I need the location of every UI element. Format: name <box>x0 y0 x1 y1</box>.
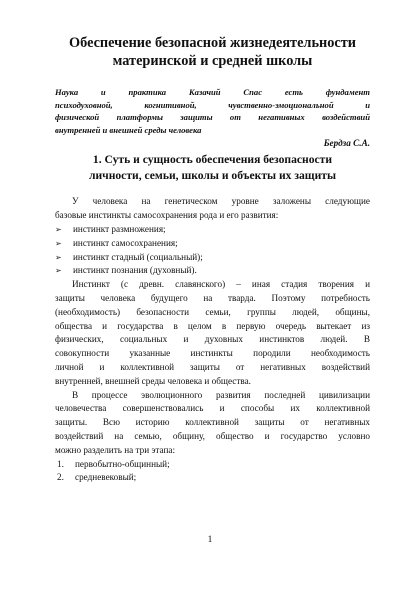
list-item <box>55 237 370 251</box>
instinct-paragraph <box>55 278 370 388</box>
list-item <box>55 264 370 278</box>
arrowhead-bullet-icon: ➢ <box>55 252 62 262</box>
arrowhead-bullet-icon: ➢ <box>55 224 62 234</box>
list-item-number: 2. <box>57 472 64 483</box>
list-item-number: 1. <box>57 458 64 469</box>
instinct-list <box>55 223 370 278</box>
list-item-text: инстинкт самосохранения; <box>73 237 178 248</box>
epigraph-line: Наука и практика Казачий Спас есть фундамент <box>55 87 370 97</box>
list-item-text: инстинкт стадный (социальный); <box>73 251 203 262</box>
arrowhead-bullet-icon: ➢ <box>55 266 62 276</box>
evolution-paragraph <box>55 389 370 458</box>
epigraph-line: психодуховной, когнитивной, чувственно-эмоциональной и <box>55 99 370 110</box>
epigraph-line: физической платформы защиты от негативных воздействий <box>55 112 370 123</box>
list-item <box>55 458 370 472</box>
paragraph-line: физических, социальных и духовных инстинктов людей. В <box>55 334 370 345</box>
list-item-text: средневековый; <box>75 472 137 483</box>
list-item <box>55 223 370 237</box>
paragraph-line: Инстинкт (с древн. славянского) – иная стадия творения и <box>72 279 370 290</box>
document-title-line: материнской и средней школы <box>112 53 313 69</box>
paragraph-line: можно разделить на три этапа: <box>55 444 176 455</box>
document-title-line: Обеспечение безопасной жизнедеятельности <box>68 35 357 51</box>
arrowhead-bullet-icon: ➢ <box>55 238 62 248</box>
paragraph-line: внутренней, внешней среды человека и общества. <box>55 375 251 386</box>
list-item-text: первобытно-общинный; <box>75 458 170 469</box>
epigraph <box>55 86 370 136</box>
paragraph-line: защиты. Всю историю коллективной защиты от негативных <box>55 417 370 428</box>
list-item-text: инстинкт размножения; <box>73 223 166 234</box>
intro-paragraph <box>55 195 370 223</box>
paragraph-line: человечества совершенствовались и способы их коллективной <box>55 403 370 414</box>
paragraph-line: защиты человека будущего на тварда. Поэтому потребность <box>55 292 370 303</box>
section-title <box>55 152 370 183</box>
document-title <box>55 34 370 70</box>
stage-list <box>55 458 370 486</box>
paragraph-line: (необходимость) безопасности семьи, группы людей, общины, <box>55 306 370 317</box>
paragraph-line: базовые инстинкты самосохранения рода и его развития: <box>55 210 279 221</box>
epigraph-line: внутренней и внешней среды человека <box>55 124 202 135</box>
paragraph-line: В процессе эволюционного развития последней цивилизации <box>72 389 370 400</box>
paragraph-line: совокупности указанные инстинкты породили необходимость <box>55 348 370 359</box>
page-number: 1 <box>207 535 213 545</box>
list-item-text: инстинкт познания (духовный). <box>73 265 197 276</box>
list-item <box>55 471 370 485</box>
paragraph-line: общества и государства в целом в первую очередь вытекает из <box>55 320 370 331</box>
paragraph-line: личной и коллективной защиты от негативных воздействий <box>55 361 370 372</box>
section-title-line: личности, семьи, школы и объекты их защиты <box>88 168 337 182</box>
section-title-line: 1. Суть и сущность обеспечения безопасности <box>92 153 333 167</box>
paragraph-line: У человека на генетическом уровне заложены следующие <box>72 196 370 207</box>
paragraph-line: воздействий на семью, общину, общество и государство условно <box>55 430 370 441</box>
list-item <box>55 251 370 265</box>
epigraph-author: Бердза С.А. <box>323 138 370 149</box>
